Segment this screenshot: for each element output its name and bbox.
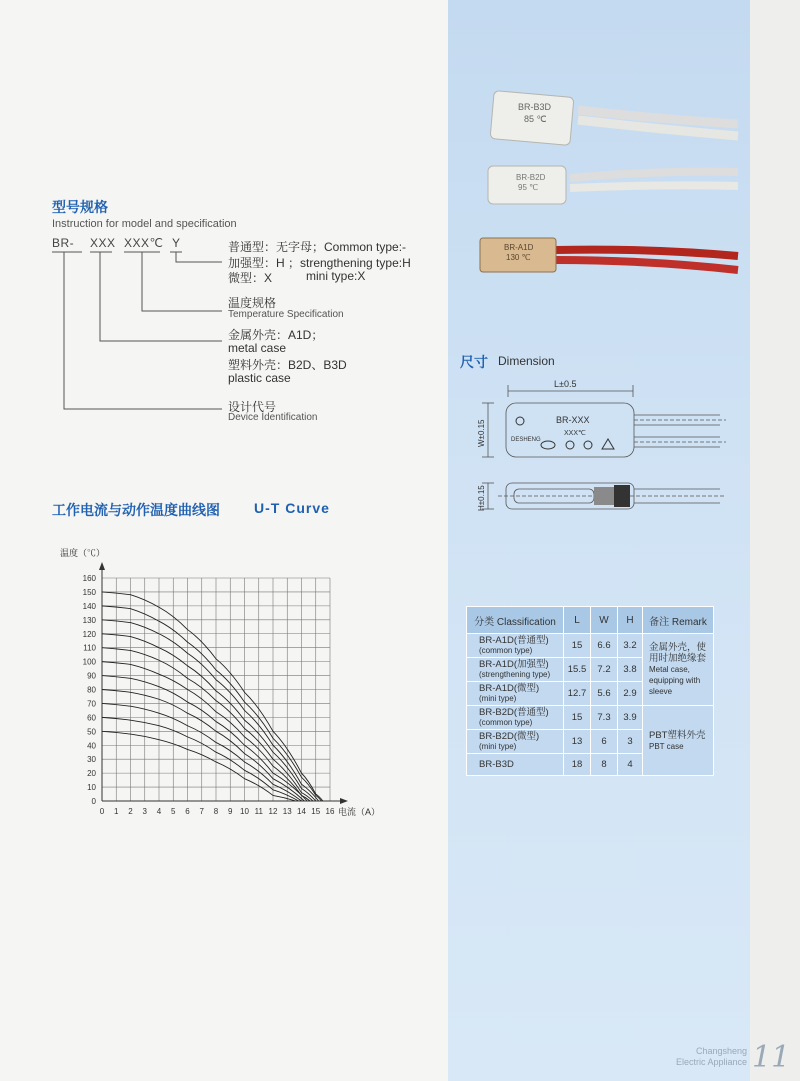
photo3-label: BR-A1D xyxy=(504,243,534,252)
vde-mark-icon xyxy=(584,441,592,449)
row-type: (strengthening type) xyxy=(479,669,551,679)
th-remark: 备注 Remark xyxy=(643,607,714,634)
cell-h: 3.9 xyxy=(618,706,643,730)
spec-title-cn: 型号规格 xyxy=(52,199,108,215)
y-tick-label: 0 xyxy=(91,797,96,806)
y-tick-label: 30 xyxy=(87,755,96,765)
y-tick-label: 110 xyxy=(83,643,96,653)
photo-br-b2d xyxy=(488,166,738,204)
curve-series-7 xyxy=(102,676,307,801)
x-tick-label: 16 xyxy=(325,807,335,816)
dim-brand: DESHENG xyxy=(511,437,541,443)
curve-series-3 xyxy=(102,620,319,801)
x-axis-arrow xyxy=(340,798,348,804)
cell-h: 3.8 xyxy=(618,658,643,682)
cell-h: 3.2 xyxy=(618,634,643,658)
photo-br-a1d xyxy=(480,238,738,272)
y-tick-label: 10 xyxy=(87,783,96,793)
dim-temp-label: XXX℃ xyxy=(564,430,586,437)
row-name: BR-B2D(微型) xyxy=(479,730,540,742)
type-strengthening: 加强型：H ；strengthening type:H xyxy=(228,256,411,270)
spec-connector-lines xyxy=(0,0,450,430)
type-common: 普通型：无字母；Common type:- xyxy=(228,240,407,254)
row-name: BR-A1D(普通型) xyxy=(479,634,549,646)
row-name: BR-B2D(普通型) xyxy=(479,706,549,718)
x-tick-label: 4 xyxy=(156,807,162,816)
cell-w: 7.2 xyxy=(591,658,618,682)
table-row xyxy=(467,706,714,730)
y-tick-label: 100 xyxy=(82,657,96,667)
x-tick-label: 2 xyxy=(128,807,133,816)
cqc-mark-icon xyxy=(541,441,555,449)
remark-pbt-cn: PBT塑料外壳 xyxy=(649,729,706,741)
curve-title-cn: 工作电流与动作温度曲线图 xyxy=(52,502,220,518)
spec-table xyxy=(466,606,714,776)
ut-curve-chart xyxy=(50,540,400,825)
remark-metal xyxy=(643,634,714,706)
dim-height: H±0.15 xyxy=(477,485,486,511)
code-design: XXX xyxy=(90,236,116,250)
type-mini-cn: 微型：X xyxy=(228,271,273,285)
metal-case-cn: 金属外壳：A1D； xyxy=(228,328,324,342)
cert-mark-icon xyxy=(602,439,614,449)
cell-w: 7.3 xyxy=(591,706,618,730)
x-tick-label: 6 xyxy=(185,807,190,816)
plastic-case-en: plastic case xyxy=(228,371,291,385)
cell-l: 15.5 xyxy=(564,658,591,682)
remark-metal-en: Metal case, equipping with sleeve xyxy=(649,665,701,696)
y-axis-arrow xyxy=(99,562,105,570)
design-code-en: Device Identification xyxy=(228,412,318,423)
code-type: Y xyxy=(172,236,181,250)
y-tick-label: 140 xyxy=(82,601,96,611)
code-temp: XXX℃ xyxy=(124,236,164,250)
code-prefix: BR- xyxy=(52,236,75,250)
x-tick-label: 13 xyxy=(282,807,292,816)
photo1-temp: 85 ℃ xyxy=(524,114,547,124)
cell-w: 8 xyxy=(591,754,618,776)
x-tick-label: 10 xyxy=(240,807,249,816)
y-tick-label: 160 xyxy=(82,574,96,583)
cell-h: 2.9 xyxy=(618,682,643,706)
row-type: (mini type) xyxy=(479,741,517,751)
temp-spec-en: Temperature Specification xyxy=(228,309,344,320)
product-photos xyxy=(448,80,750,290)
cell-w: 5.6 xyxy=(591,682,618,706)
row-type: (common type) xyxy=(479,717,533,727)
cell-w: 6.6 xyxy=(591,634,618,658)
x-tick-label: 14 xyxy=(297,807,306,816)
chart-grid xyxy=(99,562,348,804)
cell-l: 13 xyxy=(564,730,591,754)
temp-spec-cn: 温度规格 xyxy=(228,296,277,310)
design-code-cn: 设计代号 xyxy=(228,400,277,414)
brand-line-1: Changsheng xyxy=(696,1046,748,1056)
cell-h: 3 xyxy=(618,730,643,754)
y-tick-label: 60 xyxy=(87,713,96,723)
th-l: L xyxy=(564,607,591,634)
page-edge xyxy=(750,0,800,1081)
remark-pbt xyxy=(643,706,714,776)
dimension-drawing xyxy=(458,375,748,520)
th-h: H xyxy=(618,607,643,634)
row-type: (common type) xyxy=(479,645,533,655)
table-row xyxy=(467,634,714,658)
cell-l: 18 xyxy=(564,754,591,776)
y-tick-label: 80 xyxy=(87,685,96,695)
plastic-case-cn: 塑料外壳：B2D、B3D xyxy=(228,358,347,372)
photo1-label: BR-B3D xyxy=(518,102,552,112)
y-tick-label: 20 xyxy=(87,769,96,779)
row-name: BR-A1D(微型) xyxy=(479,682,540,694)
cell-w: 6 xyxy=(591,730,618,754)
x-tick-label: 8 xyxy=(213,807,219,816)
curve-title-en: U-T Curve xyxy=(254,500,330,516)
y-tick-label: 90 xyxy=(87,671,96,681)
cell-l: 15 xyxy=(564,706,591,730)
photo3-temp: 130 ℃ xyxy=(506,253,531,262)
x-tick-label: 7 xyxy=(199,807,204,816)
x-tick-label: 11 xyxy=(254,807,263,816)
x-tick-label: 12 xyxy=(268,807,278,816)
cell-l: 15 xyxy=(564,634,591,658)
type-mini-en: mini type:X xyxy=(306,269,366,283)
x-axis-label: 电流（A） xyxy=(338,807,381,817)
x-tick-label: 15 xyxy=(311,807,321,816)
y-tick-label: 50 xyxy=(87,727,96,737)
dim-length: L±0.5 xyxy=(554,379,577,389)
page-number: 11 xyxy=(752,1040,791,1075)
photo-br-b3d xyxy=(490,91,738,146)
y-tick-label: 120 xyxy=(82,629,96,639)
ul-mark-icon xyxy=(566,441,574,449)
curve-series-1 xyxy=(102,592,323,801)
dim-model-label: BR-XXX xyxy=(556,415,590,425)
y-tick-label: 40 xyxy=(87,741,96,751)
photo2-temp: 95 ℃ xyxy=(518,183,539,192)
th-classification: 分类 Classification xyxy=(467,607,564,634)
x-tick-label: 9 xyxy=(228,807,233,816)
row-name: BR-A1D(加强型) xyxy=(479,658,549,670)
chart-lines xyxy=(102,592,323,801)
dim-width: W±0.15 xyxy=(477,419,486,447)
x-tick-label: 3 xyxy=(142,807,147,816)
spec-title-en: Instruction for model and specification xyxy=(52,218,237,230)
cell-l: 12.7 xyxy=(564,682,591,706)
remark-pbt-en: PBT case xyxy=(649,741,684,751)
y-tick-label: 150 xyxy=(82,587,96,597)
th-w: W xyxy=(591,607,618,634)
row-type: (mini type) xyxy=(479,693,517,703)
dimension-title-cn: 尺寸 xyxy=(460,354,488,370)
y-axis-label: 温度（℃） xyxy=(60,548,106,558)
footer-brand xyxy=(676,1046,747,1068)
brand-line-2: Electric Appliance xyxy=(676,1057,748,1067)
y-tick-label: 130 xyxy=(82,615,96,625)
dimension-title-en: Dimension xyxy=(498,354,555,368)
brand-logo-icon xyxy=(516,417,524,425)
metal-case-en: metal case xyxy=(228,341,287,355)
x-tick-label: 1 xyxy=(114,807,119,816)
remark-metal-cn: 金属外壳，使用时加绝缘套 xyxy=(649,642,707,664)
row-name: BR-B3D xyxy=(479,758,514,770)
photo2-label: BR-B2D xyxy=(516,173,546,182)
x-tick-label: 5 xyxy=(171,807,176,816)
chart-ticks xyxy=(83,574,335,816)
cell-h: 4 xyxy=(618,754,643,776)
y-tick-label: 70 xyxy=(87,699,96,709)
x-tick-label: 0 xyxy=(99,807,105,816)
